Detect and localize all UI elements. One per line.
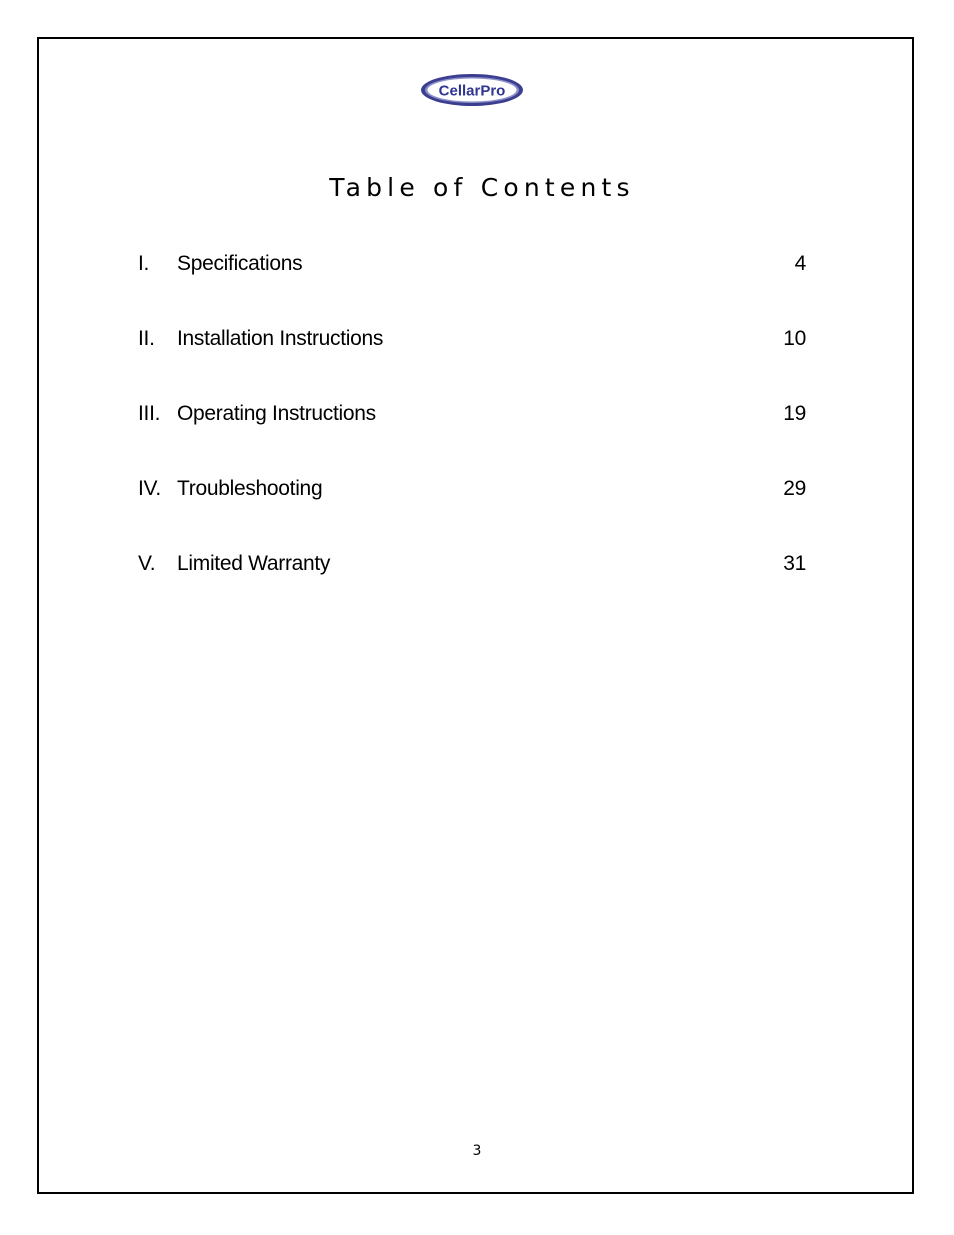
toc-numeral: II.	[138, 327, 155, 350]
toc-page-number: 4	[794, 252, 806, 275]
toc-label: Operating Instructions	[177, 402, 376, 425]
toc-label: Limited Warranty	[177, 552, 331, 575]
toc-page-number: 31	[783, 552, 806, 575]
toc-entry-installation-instructions[interactable]	[138, 323, 806, 398]
logo-text: CellarPro	[438, 82, 506, 100]
cellarpro-logo	[420, 73, 524, 107]
page-title: Table of Contents	[329, 173, 635, 202]
toc-page-number: 19	[783, 402, 806, 425]
table-of-contents	[138, 248, 806, 623]
toc-entry-troubleshooting[interactable]	[138, 473, 806, 548]
toc-label: Specifications	[177, 252, 303, 275]
toc-entry-specifications[interactable]	[138, 248, 806, 323]
toc-page-number: 29	[783, 477, 806, 500]
toc-numeral: IV.	[138, 477, 161, 500]
toc-label: Troubleshooting	[177, 477, 323, 500]
toc-entry-limited-warranty[interactable]	[138, 548, 806, 623]
toc-label: Installation Instructions	[177, 327, 384, 350]
footer-page-number: 3	[472, 1143, 482, 1159]
toc-numeral: V.	[138, 552, 156, 575]
cellarpro-logo-graphic	[420, 73, 524, 107]
toc-entry-operating-instructions[interactable]	[138, 398, 806, 473]
toc-numeral: I.	[138, 252, 150, 275]
toc-numeral: III.	[138, 402, 161, 425]
toc-page-number: 10	[783, 327, 806, 350]
